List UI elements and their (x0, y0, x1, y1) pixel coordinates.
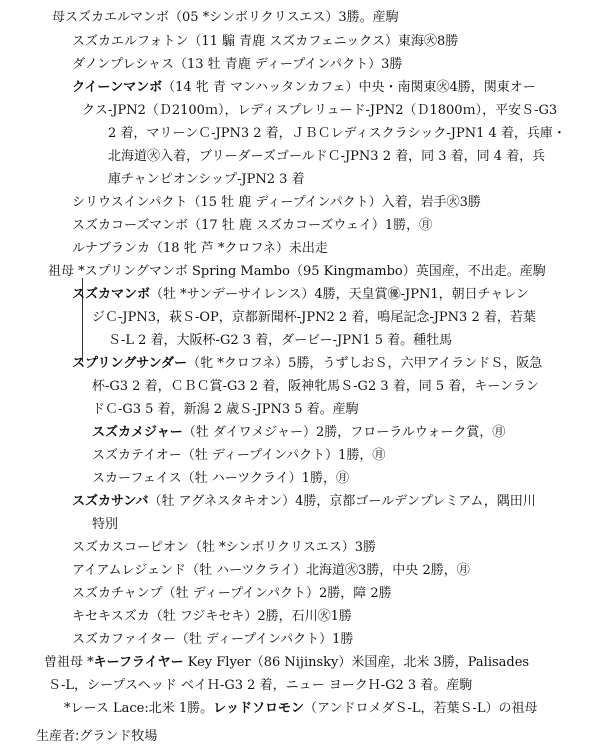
suzuka-mambo-line-2: ジＣ-JPN3，萩Ｓ-OP，京都新聞杯-JPN2 2 着，鳴尾記念-JPN3 2 着，若葉 (92, 310, 536, 325)
lace-note-line (64, 699, 538, 719)
dam-line: 母スズカエルマンボ（05 *シンボリクリスエス）3勝。産駒 (52, 10, 399, 25)
spring-sunder-line-1 (72, 354, 542, 374)
breeder-line: 生産者:グランド牧場 (36, 729, 158, 744)
spring-sunder-progeny-1 (92, 423, 505, 443)
granddam-progeny-2: アイアムレジェンド（牡 ハーツクライ）北海道㊋3勝，中央 2勝，㊊ (72, 563, 470, 578)
suzuka-major-text: （牡 ダイワメジャー）2勝，フローラルウォーク賞，㊊ (182, 425, 506, 440)
lace-note-pre: *レース Lace:北米 1勝。 (64, 701, 214, 716)
spring-sunder-progeny-2 (92, 446, 385, 466)
red-solomon-name: レッドソロモン (213, 701, 304, 716)
great-granddam-line-1 (44, 653, 529, 673)
suzuka-teio-text: （牡 ディープインパクト）1勝，㊊ (181, 448, 386, 463)
queen-mambo-text-1: （14 牝 青 マンハッタンカフェ）中央・南関東㊋4勝，関東オー (162, 80, 536, 95)
dam-progeny-3: シリウスインパクト（15 牡 鹿 ディープインパクト）入着，岩手㊋3勝 (72, 195, 481, 210)
suzuka-sanba-text-1: （牡 アグネスタキオン）4勝，京都ゴールデンプレミアム，隅田川 (148, 494, 536, 509)
granddam-progeny-1: スズカスコーピオン（牡 *シンボリクリスエス）3勝 (72, 540, 377, 555)
suzuka-mambo-text-1: （牡 *サンデーサイレンス）4勝，天皇賞㊝-JPN1，朝日チャレン (150, 287, 529, 302)
great-granddam-line-2: Ｓ-L，シープスヘッド ベイＨ-G3 2 着，ニュー ヨークＨ-G2 3 着。産駒 (48, 678, 473, 693)
granddam-progeny-5: スズカファイター（牡 ディープインパクト）1勝 (72, 632, 354, 647)
scarface-name: スカーフェイス (92, 471, 182, 486)
scarface-text: （牡 ハーツクライ）1勝，㊊ (181, 471, 349, 486)
suzuka-mambo-line-3: Ｓ-L 2 着，大阪杯-G2 3 着，ダービー-JPN1 5 着。種牡馬 (108, 333, 453, 348)
granddam-progeny-3: スズカチャンプ（牡 ディープインパクト）2勝，障 2勝 (72, 586, 392, 601)
great-granddam-text-1: Key Flyer（86 Nijinsky）米国産，北米 3勝，Palisades (183, 655, 530, 670)
suzuka-sanba-line-2: 特別 (92, 517, 119, 532)
spring-sunder-line-2: 杯-G3 2 着，ＣＢＣ賞-G3 2 着，阪神牝馬Ｓ-G2 3 着，同 5 着，キーンラン (92, 379, 540, 394)
suzuka-teio-name: スズカテイオー (92, 448, 182, 463)
dam-progeny-5: ルナブランカ（18 牝 芦 *クロフネ）未出走 (72, 241, 328, 256)
granddam-line: 祖母 *スプリングマンボ Spring Mambo（95 Kingmambo）英国産，不出走。産駒 (48, 264, 546, 279)
suzuka-sanba-name: スズカサンバ (72, 494, 149, 509)
spring-sunder-text-1: （牝 *クロフネ）5勝，うずしおＳ，六甲アイランドＳ，阪急 (187, 356, 543, 371)
suzuka-mambo-line-1 (72, 285, 529, 305)
suzuka-sanba-line-1 (72, 492, 536, 512)
queen-mambo-name: クイーンマンボ (72, 80, 163, 95)
dam-progeny-4: スズカコーズマンボ（17 牡 鹿 スズカコーズウェイ）1勝，㊊ (72, 218, 433, 233)
spring-sunder-line-3: ドＣ-G3 5 着，新潟 2 歳Ｓ-JPN3 5 着。産駒 (92, 402, 359, 417)
suzuka-major-name: スズカメジャー (92, 425, 183, 440)
granddam-progeny-4: キセキスズカ（牡 フジキセキ）2勝，石川㊋1勝 (72, 609, 352, 624)
spring-sunder-name: スプリングサンダー (72, 356, 188, 371)
queen-mambo-line-3: 2 着，マリーンＣ-JPN3 2 着，ＪＢＣレディスクラシック-JPN1 4 着，兵庫・ (108, 126, 566, 141)
spring-sunder-progeny-3 (92, 469, 349, 489)
lace-note-post: （アンドロメダＳ-L，若葉Ｓ-L）の祖母 (304, 701, 538, 716)
queen-mambo-line-1 (72, 78, 536, 98)
dam-progeny-1: スズカエルフォトン（11 騸 青鹿 スズカフェニックス）東海㊋8勝 (72, 34, 459, 49)
suzuka-mambo-name: スズカマンボ (72, 287, 151, 302)
queen-mambo-line-5: 庫チャンピオンシップ-JPN2 3 着 (108, 172, 305, 187)
dam-progeny-2: ダノンプレシャス（13 牡 青鹿 ディープインパクト）3勝 (72, 57, 403, 72)
queen-mambo-line-4: 北海道㊋入着，ブリーダーズゴールドＣ-JPN3 2 着，同 3 着，同 4 着，兵 (108, 149, 546, 164)
great-granddam-prefix: 曽祖母 * (44, 655, 94, 670)
queen-mambo-line-2: クス-JPN2（Ｄ2100ｍ），レディスプレリュード-JPN2（Ｄ1800ｍ），平安Ｓ-G3 (82, 103, 558, 118)
key-flyer-name: キーフライヤー (93, 655, 184, 670)
